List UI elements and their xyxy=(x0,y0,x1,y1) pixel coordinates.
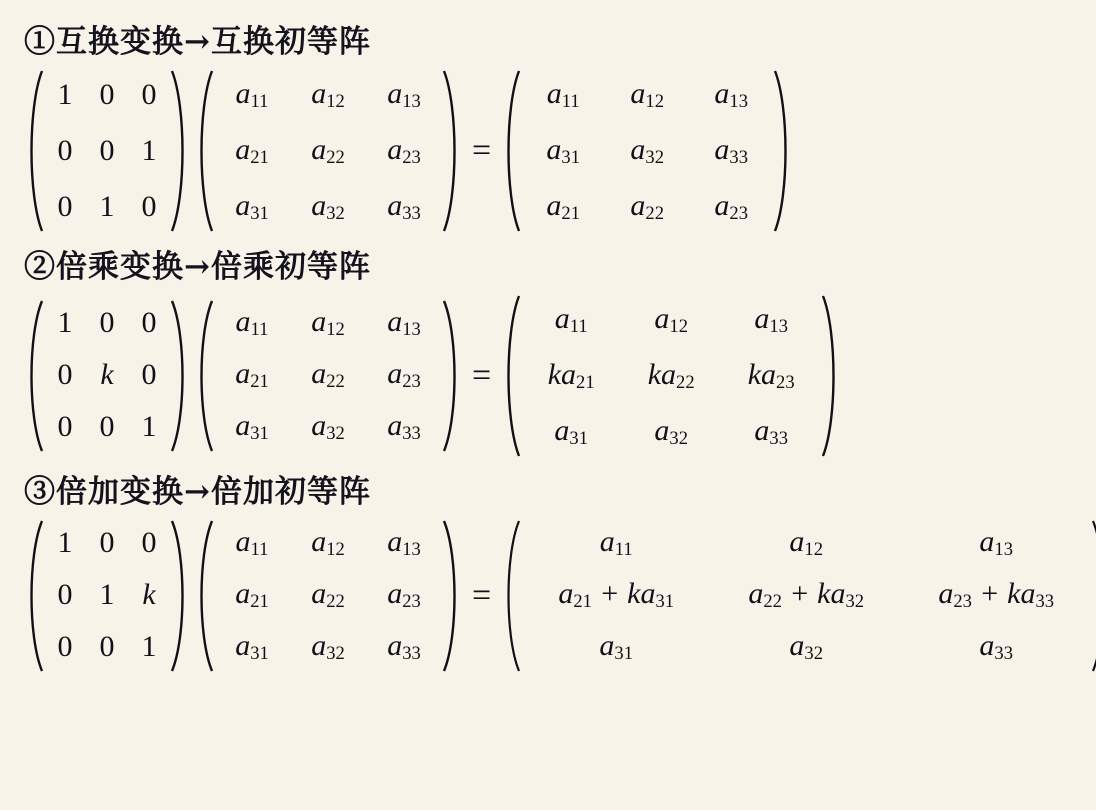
matrix-grid xyxy=(521,292,821,460)
cell: 0 xyxy=(57,134,73,168)
elementary-matrix-swap xyxy=(22,67,192,235)
cell: 0 xyxy=(99,410,115,444)
elementary-matrix-add xyxy=(22,517,192,675)
cell: $a_{31}$ xyxy=(554,414,588,450)
cell: $a_{23}$ xyxy=(387,577,421,613)
cell: $a_{33}$ xyxy=(714,133,748,169)
cell: $a_{22} + ka_{32}$ xyxy=(748,577,865,613)
cell: $a_{33}$ xyxy=(387,409,421,445)
matrix-grid xyxy=(214,67,442,235)
cell: 0 xyxy=(141,190,157,224)
section-scale xyxy=(18,241,1096,460)
result-matrix-add xyxy=(499,517,1096,675)
cell: $a_{12}$ xyxy=(311,77,345,113)
matrix-grid xyxy=(214,517,442,675)
cell: 0 xyxy=(99,306,115,340)
heading-scale: ②倍乘变换→倍乘初等阵 xyxy=(24,249,371,285)
equation-scale xyxy=(22,292,1096,460)
result-matrix-swap xyxy=(499,67,795,235)
equation-add xyxy=(22,517,1096,675)
cell: $a_{32}$ xyxy=(311,409,345,445)
left-paren xyxy=(499,67,521,235)
cell: 0 xyxy=(141,358,157,392)
cell: $a_{13}$ xyxy=(387,525,421,561)
cell: 0 xyxy=(57,358,73,392)
cell: $a_{32}$ xyxy=(654,414,688,450)
cell: k xyxy=(100,358,114,392)
left-paren xyxy=(192,517,214,675)
cell: $ka_{22}$ xyxy=(647,358,695,394)
cell: $a_{31}$ xyxy=(235,189,269,225)
cell: $ka_{21}$ xyxy=(547,358,595,394)
cell: $a_{33}$ xyxy=(387,189,421,225)
right-paren xyxy=(170,67,192,235)
cell: $a_{21} + ka_{31}$ xyxy=(558,577,675,613)
cell: $a_{21}$ xyxy=(235,357,269,393)
cell: $a_{13}$ xyxy=(754,302,788,338)
elementary-matrix-scale xyxy=(22,297,192,455)
equation-swap xyxy=(22,67,1096,235)
cell: k xyxy=(142,578,156,612)
cell: $a_{11}$ xyxy=(599,525,633,561)
cell: $a_{23}$ xyxy=(714,189,748,225)
left-paren xyxy=(499,292,521,460)
cell: $a_{23}$ xyxy=(387,357,421,393)
right-paren xyxy=(170,517,192,675)
cell: $a_{31}$ xyxy=(599,629,633,665)
cell: 1 xyxy=(99,578,115,612)
cell: $a_{33}$ xyxy=(387,629,421,665)
cell: $a_{22}$ xyxy=(630,189,664,225)
cell: $a_{22}$ xyxy=(311,577,345,613)
cell: $a_{12}$ xyxy=(789,525,823,561)
cell: $a_{31}$ xyxy=(546,133,580,169)
cell: $a_{21}$ xyxy=(235,577,269,613)
general-matrix-scale xyxy=(192,297,464,455)
left-paren xyxy=(22,517,44,675)
cell: $a_{13}$ xyxy=(387,305,421,341)
equals-sign: = xyxy=(472,577,492,614)
matrix-grid xyxy=(44,67,170,235)
right-paren xyxy=(170,297,192,455)
cell: 0 xyxy=(141,306,157,340)
cell: $a_{23}$ xyxy=(387,133,421,169)
cell: $a_{13}$ xyxy=(387,77,421,113)
cell: 0 xyxy=(99,78,115,112)
matrix-grid xyxy=(521,67,773,235)
left-paren xyxy=(192,297,214,455)
cell: 0 xyxy=(99,630,115,664)
cell: $a_{32}$ xyxy=(630,133,664,169)
cell: 0 xyxy=(57,630,73,664)
equals-sign: = xyxy=(472,357,492,394)
cell: 0 xyxy=(57,578,73,612)
general-matrix-swap xyxy=(192,67,464,235)
left-paren xyxy=(22,297,44,455)
cell: 0 xyxy=(141,78,157,112)
cell: 0 xyxy=(141,526,157,560)
cell: $a_{33}$ xyxy=(979,629,1013,665)
cell: 0 xyxy=(99,526,115,560)
cell: $a_{13}$ xyxy=(979,525,1013,561)
cell: $a_{12}$ xyxy=(311,305,345,341)
cell: $a_{21}$ xyxy=(546,189,580,225)
cell: $a_{11}$ xyxy=(235,305,269,341)
cell: $a_{11}$ xyxy=(554,302,588,338)
left-paren xyxy=(22,67,44,235)
matrix-grid xyxy=(214,297,442,455)
section-add xyxy=(18,466,1096,675)
cell: 1 xyxy=(57,526,73,560)
cell: $a_{11}$ xyxy=(235,525,269,561)
cell: $a_{12}$ xyxy=(311,525,345,561)
cell: 1 xyxy=(141,134,157,168)
matrix-grid xyxy=(44,297,170,455)
right-paren xyxy=(773,67,795,235)
heading-swap: ①互换变换→互换初等阵 xyxy=(24,24,371,60)
result-matrix-scale xyxy=(499,292,843,460)
cell: $ka_{23}$ xyxy=(747,358,795,394)
cell: $a_{11}$ xyxy=(546,77,580,113)
section-swap xyxy=(18,16,1096,235)
cell: $a_{32}$ xyxy=(789,629,823,665)
cell: 1 xyxy=(99,190,115,224)
cell: 0 xyxy=(99,134,115,168)
cell: $a_{12}$ xyxy=(630,77,664,113)
cell: 0 xyxy=(57,410,73,444)
right-paren xyxy=(442,297,464,455)
cell: 1 xyxy=(141,410,157,444)
cell: $a_{33}$ xyxy=(754,414,788,450)
left-paren xyxy=(499,517,521,675)
cell: $a_{31}$ xyxy=(235,629,269,665)
matrix-grid xyxy=(521,517,1091,675)
cell: $a_{22}$ xyxy=(311,357,345,393)
cell: 0 xyxy=(57,190,73,224)
cell: $a_{21}$ xyxy=(235,133,269,169)
left-paren xyxy=(192,67,214,235)
matrix-grid xyxy=(44,517,170,675)
right-paren xyxy=(442,517,464,675)
heading-add: ③倍加变换→倍加初等阵 xyxy=(24,474,371,510)
cell: $a_{13}$ xyxy=(714,77,748,113)
cell: 1 xyxy=(57,78,73,112)
general-matrix-add xyxy=(192,517,464,675)
right-paren xyxy=(442,67,464,235)
cell: $a_{32}$ xyxy=(311,629,345,665)
cell: $a_{31}$ xyxy=(235,409,269,445)
right-paren xyxy=(1091,517,1096,675)
cell: $a_{23} + ka_{33}$ xyxy=(938,577,1055,613)
cell: $a_{12}$ xyxy=(654,302,688,338)
cell: 1 xyxy=(57,306,73,340)
cell: $a_{22}$ xyxy=(311,133,345,169)
cell: 1 xyxy=(141,630,157,664)
cell: $a_{32}$ xyxy=(311,189,345,225)
equals-sign: = xyxy=(472,132,492,169)
cell: $a_{11}$ xyxy=(235,77,269,113)
right-paren xyxy=(821,292,843,460)
